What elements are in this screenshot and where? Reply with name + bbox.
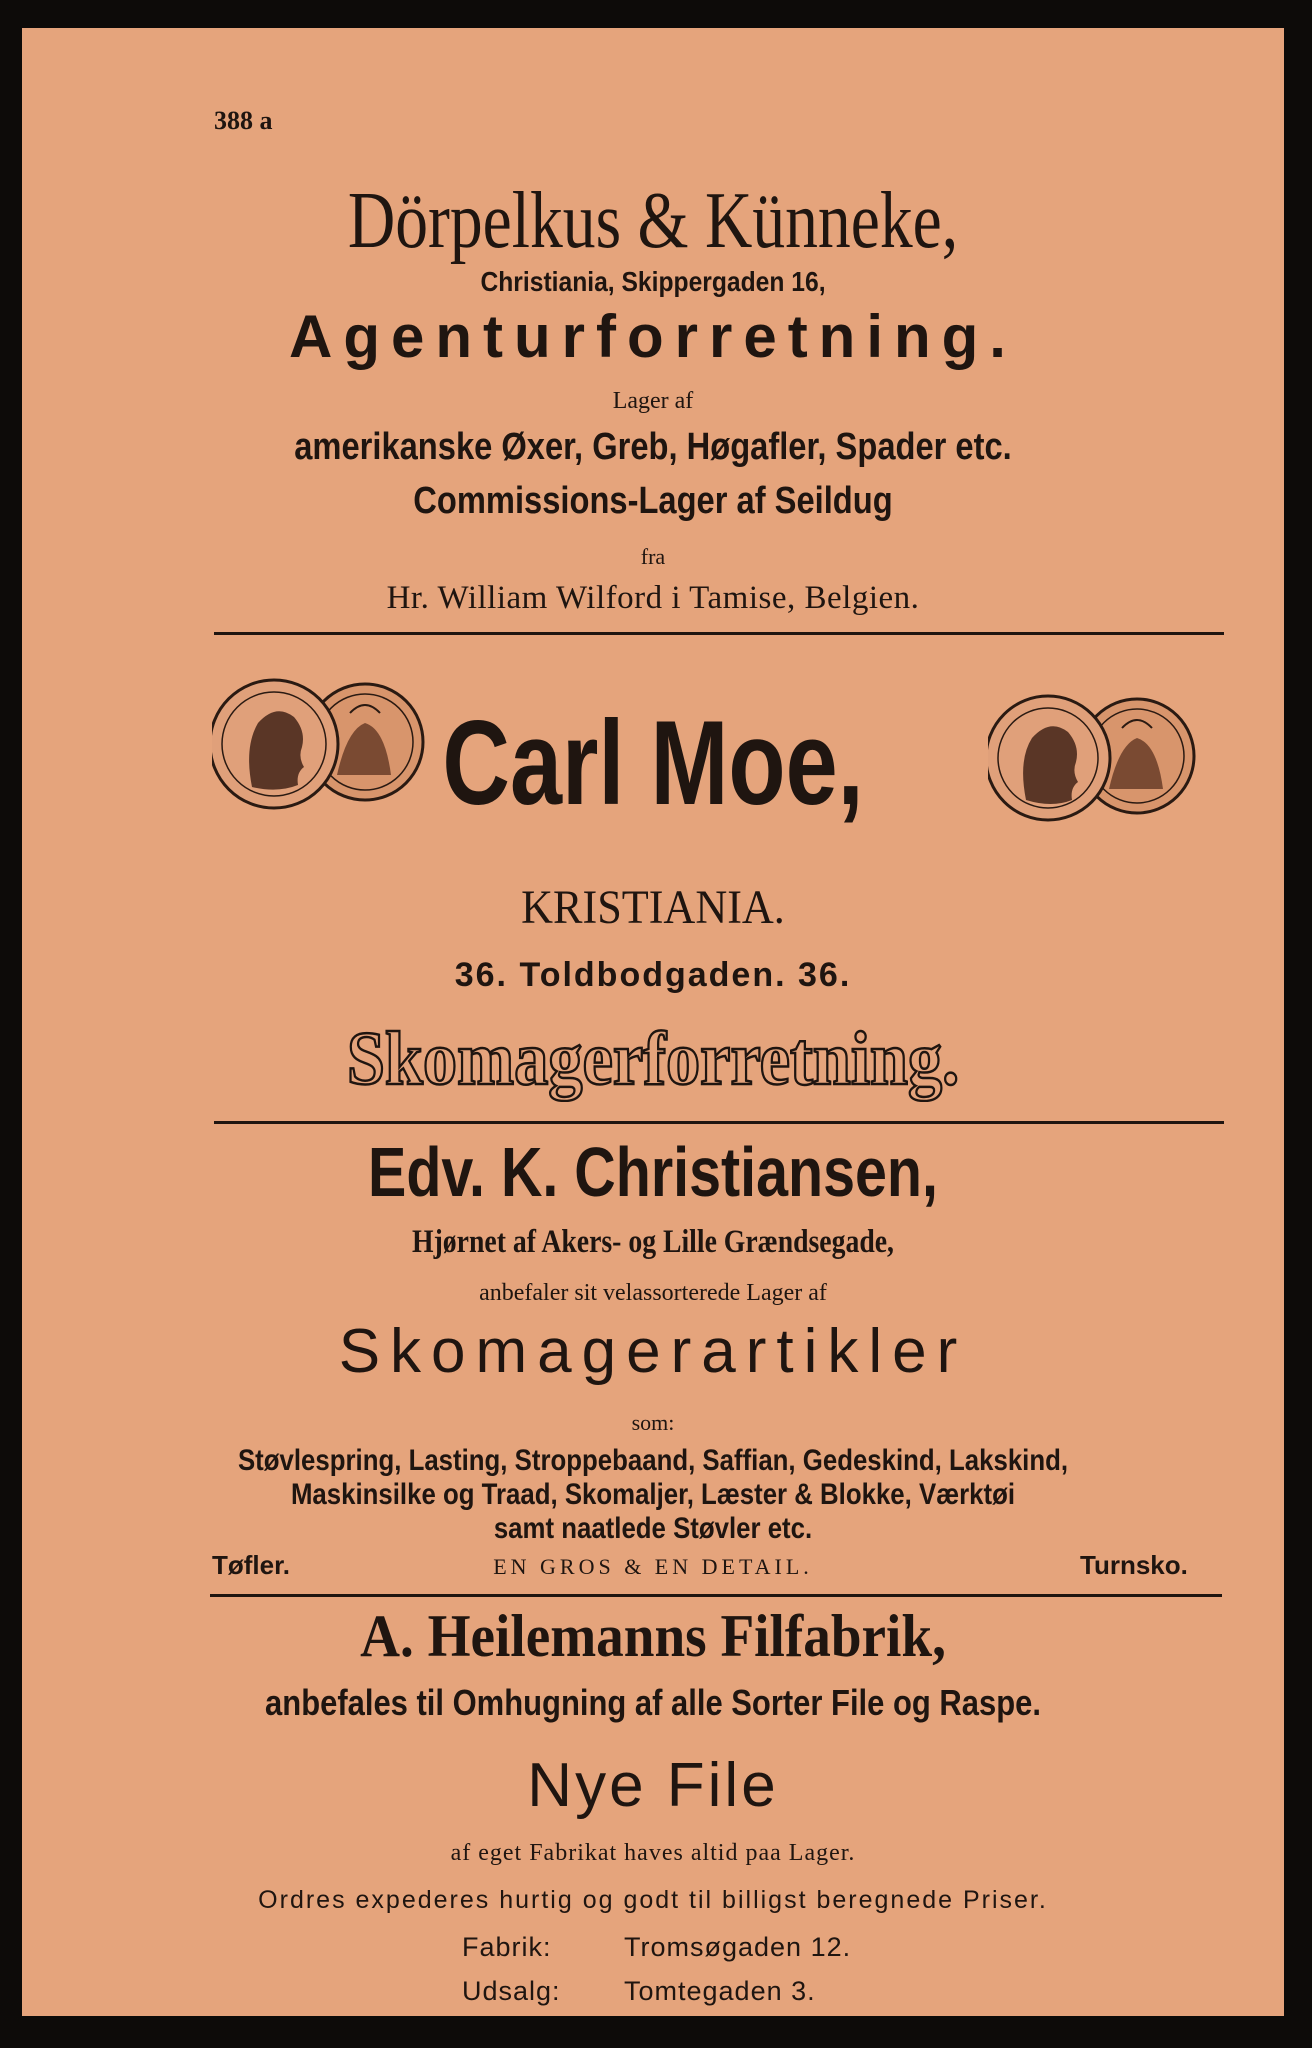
ad4-shop-label: Udsalg:: [462, 1976, 561, 2006]
page-number: 388 a: [214, 106, 273, 135]
ad2-company-name: Carl Moe,: [442, 696, 864, 830]
divider-3: [210, 1594, 1222, 1597]
ad4-shop-address: Tomtegaden 3.: [624, 1976, 816, 2006]
ad3-trade-note: EN GROS & EN DETAIL.: [493, 1554, 813, 1579]
ad4-headline: Nye File: [527, 1751, 779, 1820]
advertisement-page: [22, 28, 1284, 2016]
ad1-address: Christiania, Skippergaden 16,: [480, 266, 826, 297]
ad2-city: KRISTIANIA.: [521, 881, 785, 934]
ad2-business: Skomagerforretning.: [346, 1017, 960, 1101]
ad4-orders-note: Ordres expederes hurtig og godt til billigst beregnede Priser.: [258, 1886, 1048, 1914]
ad3-left-note: Tøfler.: [212, 1550, 291, 1580]
ad4-tagline: anbefales til Omhugning af alle Sorter File og Raspe.: [265, 1682, 1041, 1723]
ad1-fra: fra: [640, 544, 666, 569]
ad3-right-note: Turnsko.: [1080, 1550, 1188, 1580]
ad3-address: Hjørnet af Akers- og Lille Grændsegade,: [412, 1224, 894, 1260]
ad1-commission: Commissions-Lager af Seildug: [413, 480, 893, 522]
ad1-headline: Agenturforretning.: [289, 303, 1017, 370]
divider-1: [214, 632, 1224, 635]
divider-2: [214, 1121, 1224, 1124]
ad3-headline: Skomagerartikler: [338, 1317, 968, 1386]
ad1-company-name: Dörpelkus & Künneke,: [347, 177, 959, 265]
ad4-company-name: A. Heilemanns Filfabrik,: [360, 1603, 946, 1669]
ad4-factory-label: Fabrik:: [462, 1932, 552, 1962]
ad3-intro: anbefaler sit velassorterede Lager af: [479, 1280, 827, 1306]
ad3-som: som:: [631, 1410, 675, 1435]
ad1-products: amerikanske Øxer, Greb, Høgafler, Spader etc.: [294, 426, 1012, 468]
ad3-goods-line-2: Maskinsilke og Traad, Skomaljer, Læster & Blokke, Værktøi: [290, 1478, 1016, 1511]
ad3-goods-line-1: Støvlespring, Lasting, Stroppebaand, Saffian, Gedeskind, Lakskind,: [237, 1444, 1069, 1477]
ad2-address: 36. Toldbodgaden. 36.: [454, 956, 852, 994]
ad1-supplier: Hr. William Wilford i Tamise, Belgien.: [386, 580, 920, 616]
ad1-lager-af: Lager af: [612, 388, 694, 414]
ad4-factory-address: Tromsøgaden 12.: [624, 1932, 852, 1962]
ad3-company-name: Edv. K. Christiansen,: [368, 1133, 938, 1211]
ad3-goods-line-3: samt naatlede Støvler etc.: [493, 1512, 813, 1545]
ad4-stock-note: af eget Fabrikat haves altid paa Lager.: [450, 1840, 856, 1866]
